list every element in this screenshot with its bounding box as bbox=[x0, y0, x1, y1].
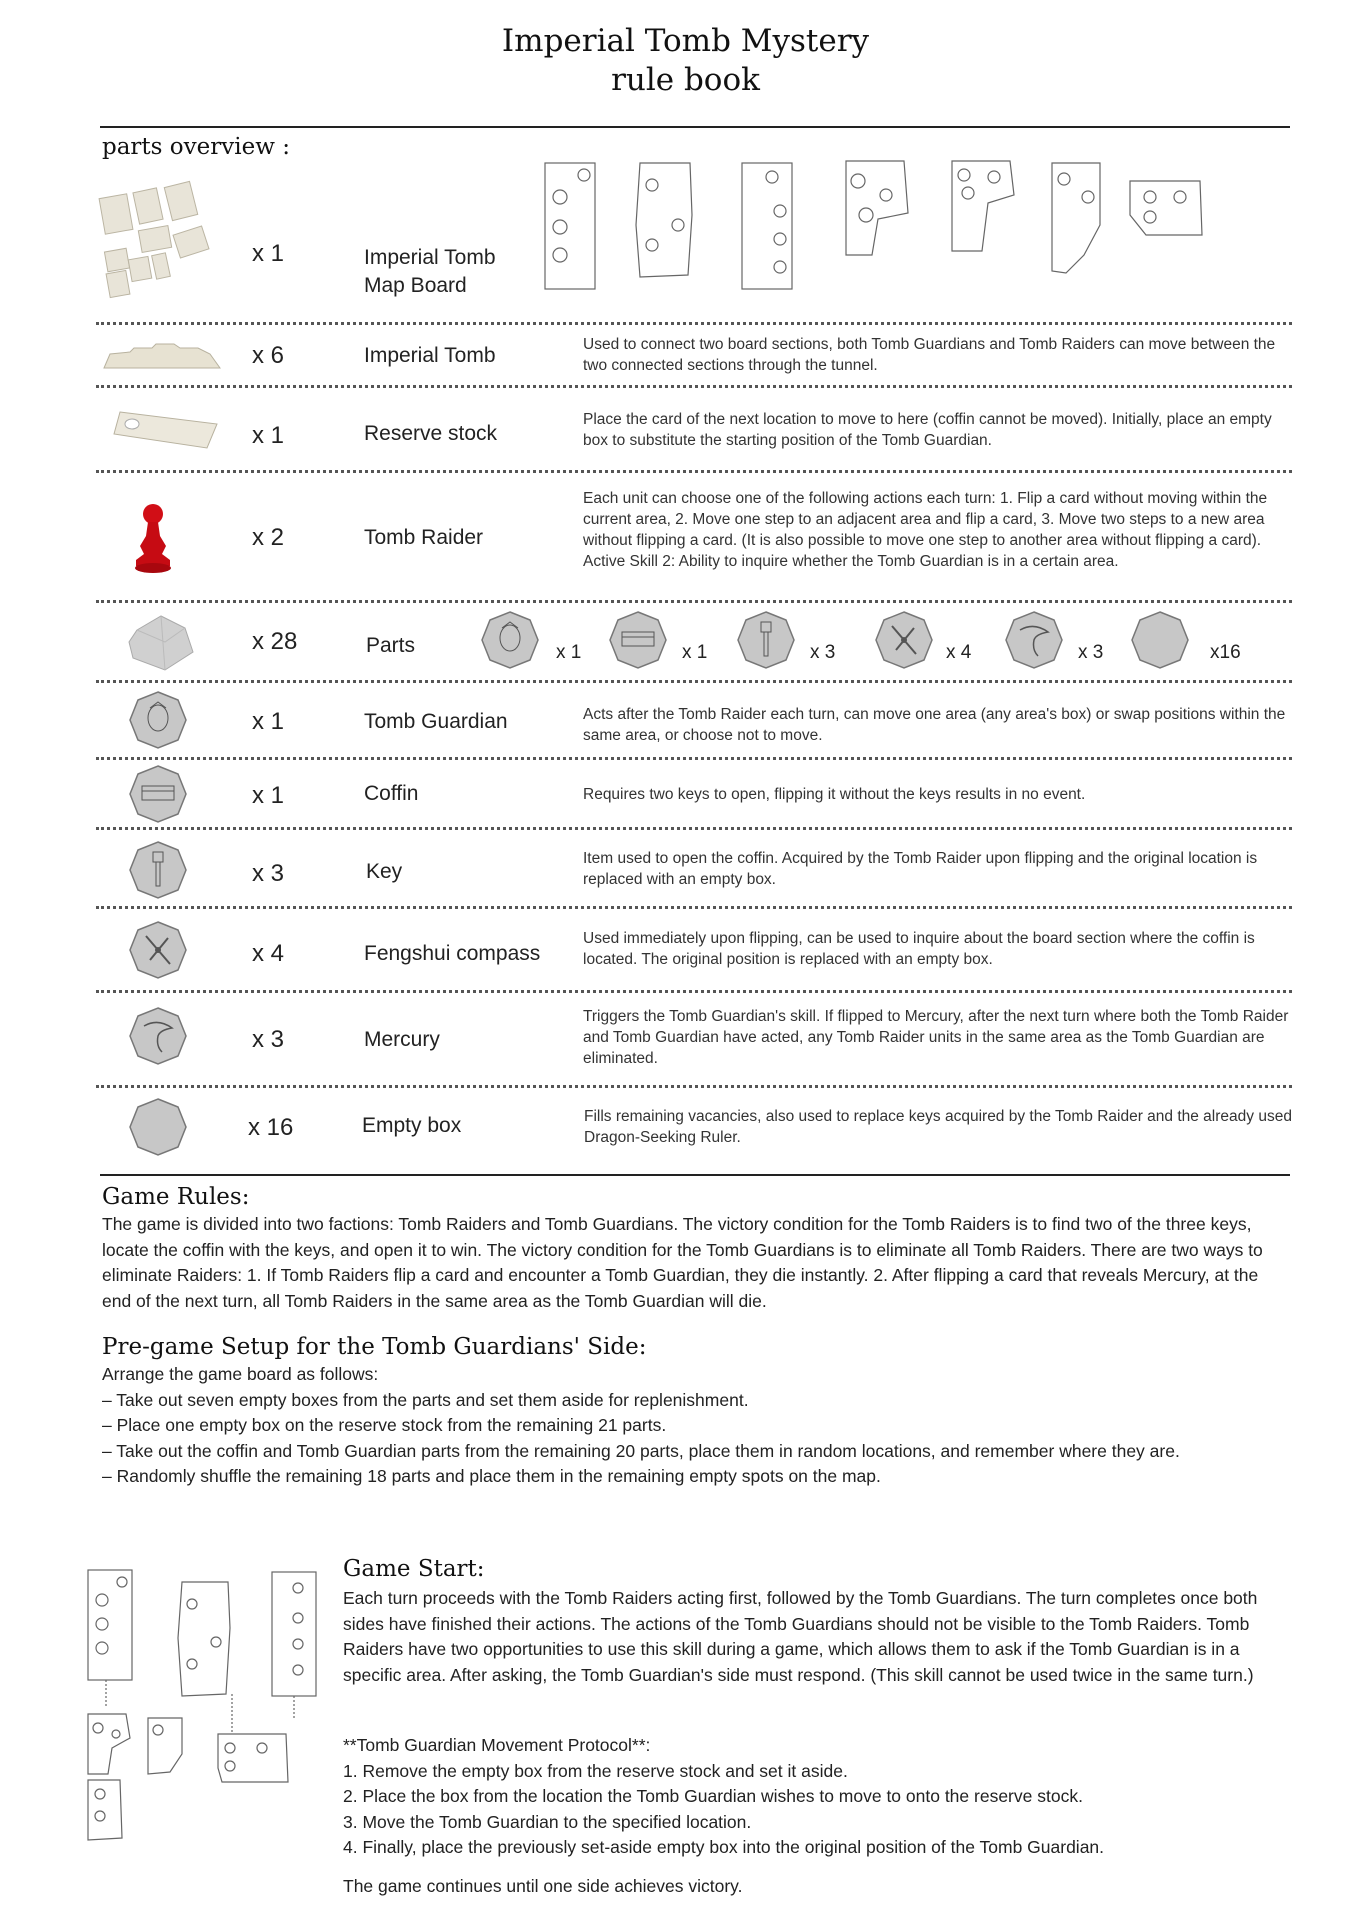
empty-box-name: Empty box bbox=[362, 1114, 462, 1137]
coffin-name: Coffin bbox=[364, 782, 419, 805]
section-divider bbox=[100, 1174, 1290, 1176]
setup-line: Arrange the game board as follows: bbox=[102, 1364, 379, 1384]
mercury-qty: x 3 bbox=[252, 1026, 285, 1053]
parts-count: x 4 bbox=[946, 642, 972, 663]
divider bbox=[96, 680, 1292, 683]
map-board-qty: x 1 bbox=[252, 240, 285, 267]
divider bbox=[96, 827, 1292, 830]
tomb-raider-desc: Each unit can choose one of the following actions each turn: 1. Flip a card without moving within the current area, 2. Move one step to an adjacent area and flip a card, 3. Move two steps to a new area without flipping a card. (It is also possible to move one step to another area without flipping a card). Active Skill 2: Ability to inquire whether the Tomb Guardian is in a certain area. bbox=[583, 490, 1268, 570]
title-divider bbox=[100, 126, 1290, 128]
imperial-tomb-name: Imperial Tomb bbox=[364, 344, 496, 367]
setup-line: – Take out seven empty boxes from the parts and set them aside for replenishment. bbox=[102, 1389, 749, 1410]
coffin-token-icon bbox=[128, 764, 188, 824]
tomb-raider-pawn-icon bbox=[132, 502, 174, 574]
parts-breakdown-coffin bbox=[608, 610, 668, 675]
fengshui-compass-token-icon bbox=[874, 610, 934, 670]
parts-count: x 1 bbox=[556, 642, 582, 663]
parts-count: x 3 bbox=[1078, 642, 1104, 663]
game-start-intro: Each turn proceeds with the Tomb Raiders acting first, followed by the Tomb Guardians. The turn completes once both sides have finished their actions. The actions of the Tomb Guardians should not be visible to the Tomb Raiders. Tomb Raiders have two opportunities to use this skill during a game, which allows them to ask if the Tomb Guardian is in a specific area. After asking, the Tomb Guardian's side must respond. (This skill cannot be used twice in the same turn.) bbox=[343, 1588, 1258, 1685]
empty-box-token-icon bbox=[1130, 610, 1190, 670]
mercury-token-icon bbox=[128, 1006, 188, 1066]
parts-qty: x 28 bbox=[252, 628, 298, 655]
parts-breakdown-empty bbox=[1130, 610, 1190, 675]
key-qty: x 3 bbox=[252, 860, 285, 887]
parts-name: Parts bbox=[366, 634, 416, 657]
parts-count: x 1 bbox=[682, 642, 708, 663]
key-name: Key bbox=[366, 860, 403, 883]
setup-line: – Place one empty box on the reserve stock from the remaining 21 parts. bbox=[102, 1415, 667, 1435]
map-board-name: Imperial Tomb Map Board bbox=[364, 246, 496, 297]
protocol-step: 3. Move the Tomb Guardian to the specified location. bbox=[343, 1811, 752, 1832]
game-rules-heading: Game Rules: bbox=[102, 1184, 250, 1210]
parts-count: x 3 bbox=[810, 642, 836, 663]
divider bbox=[96, 470, 1292, 473]
tomb-guardian-qty: x 1 bbox=[252, 708, 285, 735]
page-title: Imperial Tomb Mystery rule book bbox=[501, 23, 870, 98]
fengshui-compass-qty: x 4 bbox=[252, 940, 285, 967]
fengshui-compass-name: Fengshui compass bbox=[364, 942, 541, 965]
map-board-sections-diagram bbox=[540, 155, 1300, 295]
game-start-heading: Game Start: bbox=[343, 1556, 485, 1582]
mercury-desc: Triggers the Tomb Guardian's skill. If flipped to Mercury, after the next turn where both the Tomb Raider and Tomb Guardian have acted, any Tomb Raider units in the same area as the Tomb Guardian are eliminated. bbox=[583, 1008, 1289, 1067]
imperial-tomb-tunnel-image bbox=[100, 340, 225, 375]
fengshui-compass-desc: Used immediately upon flipping, can be used to inquire about the board section where the coffin is located. The original position is replaced with an empty box. bbox=[583, 930, 1255, 968]
tomb-guardian-desc: Acts after the Tomb Raider each turn, can move one area (any area's box) or swap positions within the same area, or choose not to move. bbox=[583, 706, 1286, 744]
protocol-step: 4. Finally, place the previously set-aside empty box into the original position of the Tomb Guardian. bbox=[343, 1837, 1105, 1857]
imperial-tomb-desc: Used to connect two board sections, both Tomb Guardians and Tomb Raiders can move between the two connected sections through the tunnel. bbox=[583, 336, 1276, 374]
mercury-token-icon bbox=[1004, 610, 1064, 670]
setup-line: – Take out the coffin and Tomb Guardian parts from the remaining 20 parts, place them in random locations, and remember where they are. bbox=[102, 1440, 1180, 1461]
game-start-ending: The game continues until one side achieves victory. bbox=[343, 1876, 743, 1896]
parts-stone-image bbox=[125, 612, 197, 674]
map-board-pieces-image bbox=[98, 180, 223, 300]
reserve-stock-name: Reserve stock bbox=[364, 422, 498, 445]
protocol-step: 2. Place the box from the location the Tomb Guardian wishes to move to onto the reserve stock. bbox=[343, 1786, 1083, 1806]
key-token-icon bbox=[128, 840, 188, 900]
parts-breakdown-key bbox=[736, 610, 796, 675]
divider bbox=[96, 906, 1292, 909]
coffin-qty: x 1 bbox=[252, 782, 285, 809]
key-desc: Item used to open the coffin. Acquired by the Tomb Raider upon flipping and the original location is replaced with an empty box. bbox=[583, 850, 1258, 888]
divider bbox=[96, 1085, 1292, 1088]
fengshui-compass-token-icon bbox=[128, 920, 188, 980]
key-token-icon bbox=[736, 610, 796, 670]
coffin-desc: Requires two keys to open, flipping it without the keys results in no event. bbox=[583, 786, 1086, 803]
empty-box-qty: x 16 bbox=[248, 1114, 294, 1141]
divider bbox=[96, 600, 1292, 603]
parts-breakdown-guardian bbox=[480, 610, 540, 675]
setup-text bbox=[102, 1362, 1292, 1490]
parts-breakdown bbox=[480, 610, 1300, 680]
reserve-stock-image bbox=[112, 402, 232, 452]
parts-count: x16 bbox=[1210, 642, 1241, 663]
game-rules-text: The game is divided into two factions: Tomb Raiders and Tomb Guardians. The victory condition for the Tomb Raiders is to find two of the three keys, locate the coffin with the keys, and open it to win. The victory condition for the Tomb Guardians is to eliminate all Tomb Raiders. There are two ways to eliminate Raiders: 1. If Tomb Raiders flip a card and encounter a Tomb Guardian, they die instantly. 2. After flipping a card that reveals Mercury, at the end of the next turn, all Tomb Raiders in the same area as the Tomb Guardian will die. bbox=[102, 1214, 1263, 1311]
tomb-raider-name: Tomb Raider bbox=[364, 526, 484, 549]
parts-breakdown-mercury bbox=[1004, 610, 1064, 675]
divider bbox=[96, 757, 1292, 760]
tomb-guardian-token-icon bbox=[128, 690, 188, 750]
movement-protocol bbox=[343, 1733, 1293, 1861]
divider bbox=[96, 385, 1292, 388]
reserve-stock-qty: x 1 bbox=[252, 422, 285, 449]
tomb-guardian-token-icon bbox=[480, 610, 540, 670]
empty-box-desc: Fills remaining vacancies, also used to replace keys acquired by the Tomb Raider and the already used Dragon-Seeking Ruler. bbox=[584, 1108, 1292, 1146]
reserve-stock-desc: Place the card of the next location to move to here (coffin cannot be moved). Initially, place an empty box to substitute the starting position of the Tomb Guardian. bbox=[583, 411, 1272, 449]
coffin-token-icon bbox=[608, 610, 668, 670]
divider bbox=[96, 322, 1292, 325]
imperial-tomb-qty: x 6 bbox=[252, 342, 285, 369]
mercury-name: Mercury bbox=[364, 1028, 440, 1051]
assembled-board-diagram bbox=[86, 1568, 338, 1858]
setup-heading: Pre-game Setup for the Tomb Guardians' Side: bbox=[102, 1334, 647, 1360]
parts-breakdown-compass bbox=[874, 610, 934, 675]
protocol-step: 1. Remove the empty box from the reserve stock and set it aside. bbox=[343, 1760, 848, 1781]
tomb-guardian-name: Tomb Guardian bbox=[364, 710, 508, 733]
setup-line: – Randomly shuffle the remaining 18 parts and place them in the remaining empty spots on the map. bbox=[102, 1466, 881, 1486]
tomb-raider-qty: x 2 bbox=[252, 524, 285, 551]
empty-box-token-icon bbox=[128, 1097, 188, 1157]
protocol-title: **Tomb Guardian Movement Protocol**: bbox=[343, 1735, 651, 1755]
divider bbox=[96, 990, 1292, 993]
parts-overview-heading: parts overview : bbox=[102, 134, 290, 160]
